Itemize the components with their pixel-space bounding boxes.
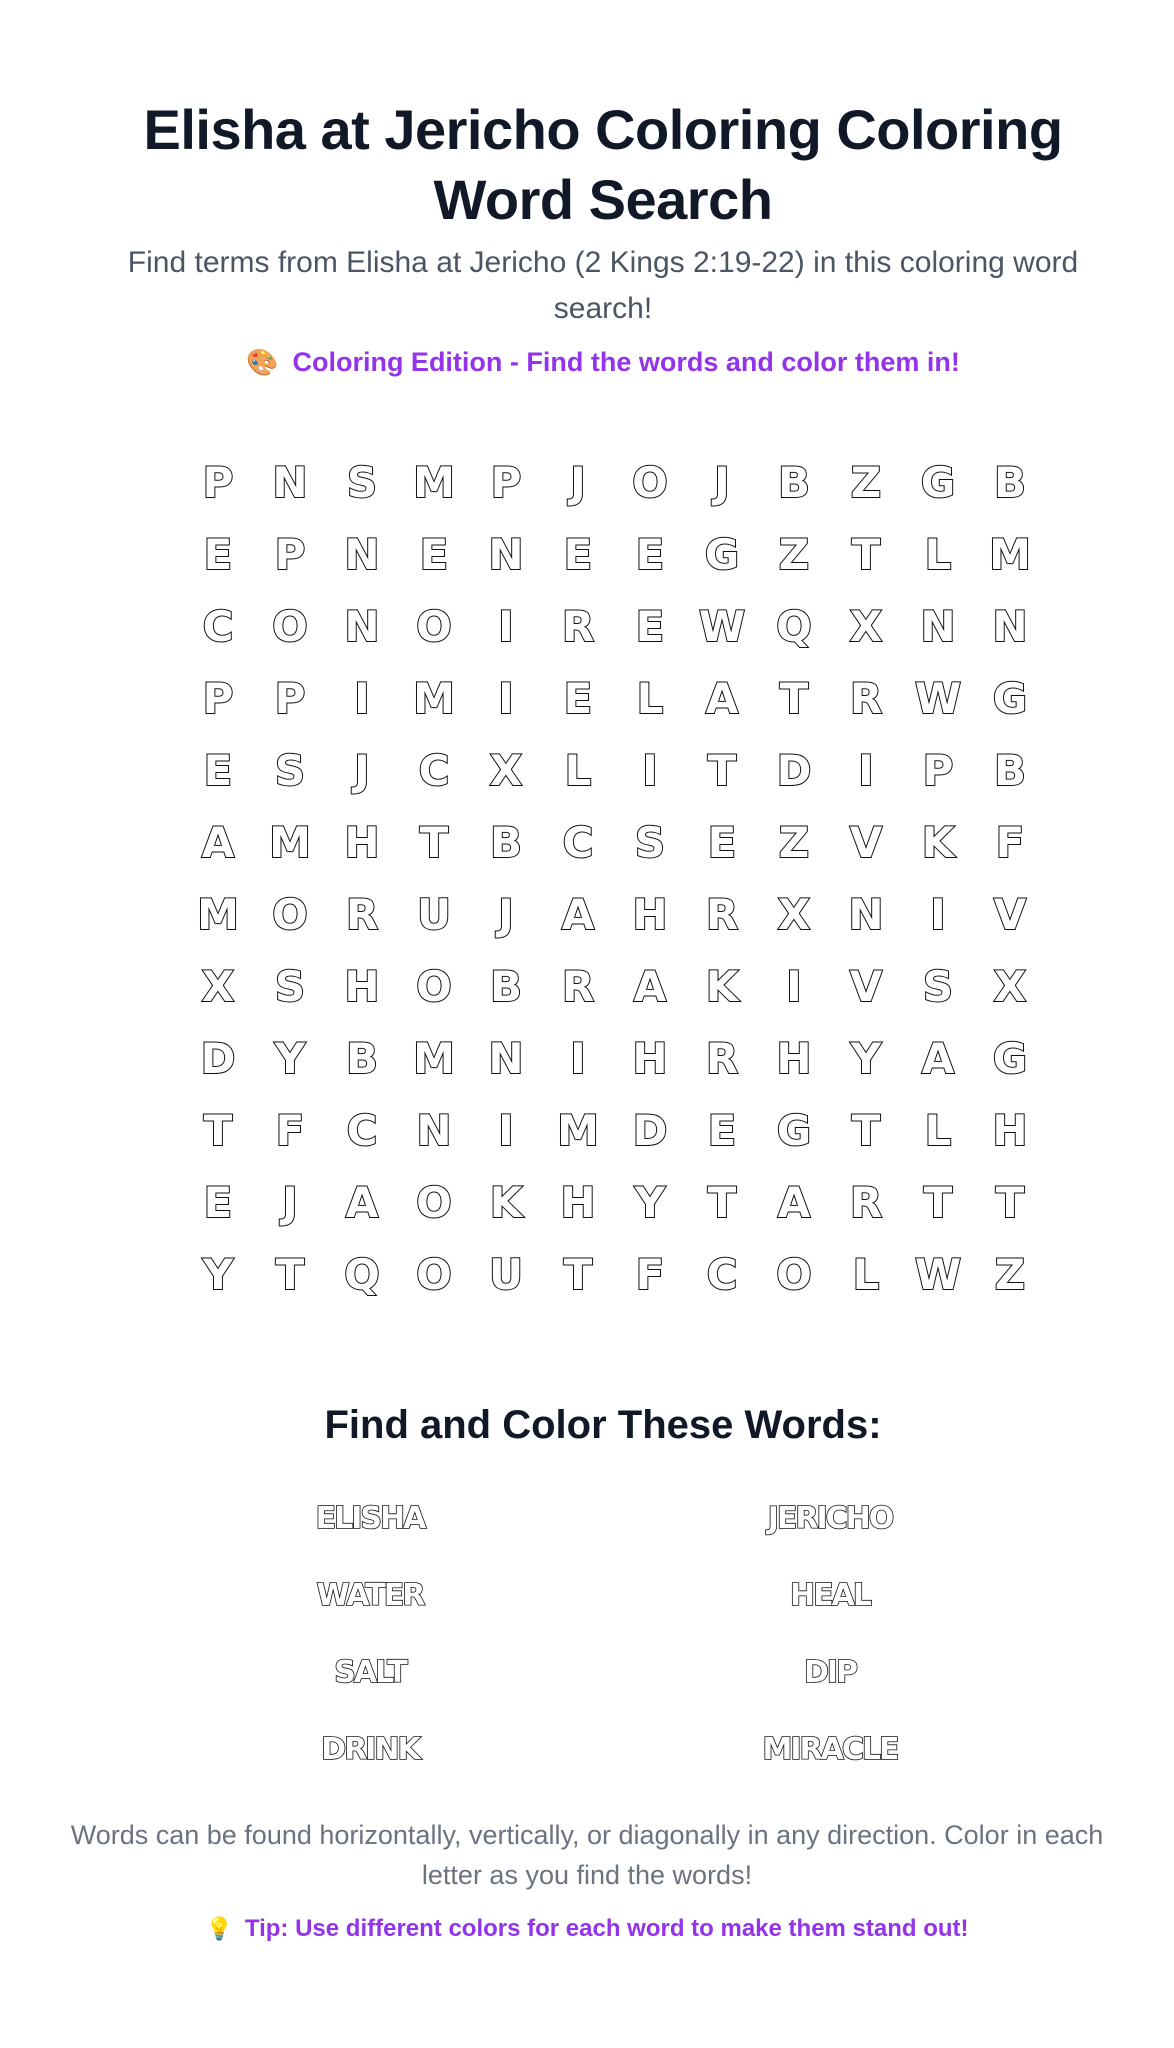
grid-cell[interactable]: N xyxy=(344,529,380,579)
grid-cell[interactable]: R xyxy=(561,601,595,651)
grid-cell[interactable]: Y xyxy=(274,1033,306,1083)
grid-cell[interactable]: E xyxy=(635,601,665,651)
grid-cell[interactable]: E xyxy=(635,529,665,579)
grid-cell[interactable]: L xyxy=(852,1249,880,1299)
grid-cell[interactable]: T xyxy=(203,1105,233,1155)
grid-cell[interactable]: L xyxy=(924,529,952,579)
grid-cell[interactable]: U xyxy=(488,1249,524,1299)
lightbulb-icon: 💡 xyxy=(205,1916,233,1941)
grid-cell[interactable]: L xyxy=(924,1105,952,1155)
grid-cell[interactable]: P xyxy=(202,673,234,723)
grid-cell[interactable]: Y xyxy=(850,1033,882,1083)
grid-cell[interactable]: V xyxy=(849,961,883,1011)
grid-cell[interactable]: G xyxy=(776,1105,812,1155)
grid-cell[interactable]: P xyxy=(274,529,306,579)
grid-cell[interactable]: S xyxy=(274,745,306,795)
grid-cell[interactable]: Z xyxy=(778,529,810,579)
grid-cell[interactable]: B xyxy=(993,745,1026,795)
instructions-text: Words can be found horizontally, vertically, or diagonally in any direction. Color in each letter as you find the words! xyxy=(70,1820,1104,1890)
tip-banner xyxy=(60,1912,1114,1946)
grid-cell[interactable]: A xyxy=(633,961,667,1011)
grid-cell[interactable]: B xyxy=(345,1033,378,1083)
grid-cell[interactable]: G xyxy=(920,457,956,507)
grid-cell[interactable]: A xyxy=(345,1177,379,1227)
word-list-item: WATER xyxy=(316,1578,424,1613)
grid-cell[interactable]: N xyxy=(992,601,1028,651)
grid-cell[interactable]: F xyxy=(995,817,1025,867)
grid-cell[interactable]: C xyxy=(202,601,234,651)
grid-cell[interactable]: O xyxy=(272,889,308,939)
grid-cell[interactable]: H xyxy=(560,1177,596,1227)
grid-cell[interactable]: N xyxy=(848,889,884,939)
grid-cell[interactable]: Z xyxy=(850,457,882,507)
grid-cell[interactable]: I xyxy=(642,745,658,795)
grid-cell[interactable]: T xyxy=(779,673,809,723)
grid-cell[interactable]: N xyxy=(488,529,524,579)
grid-cell[interactable]: H xyxy=(344,961,380,1011)
grid-cell[interactable]: M xyxy=(557,1105,599,1155)
grid-cell[interactable]: P xyxy=(202,457,234,507)
grid-cell[interactable]: Y xyxy=(202,1249,234,1299)
edition-banner xyxy=(100,344,1106,380)
word-list-item: MIRACLE xyxy=(762,1732,898,1767)
grid-cell[interactable]: N xyxy=(920,601,956,651)
grid-cell[interactable]: J xyxy=(282,1177,298,1227)
grid-cell[interactable]: F xyxy=(275,1105,305,1155)
palette-icon: 🎨 xyxy=(246,347,279,377)
grid-cell[interactable]: W xyxy=(698,601,746,651)
grid-cell[interactable]: L xyxy=(564,745,592,795)
grid-cell[interactable]: M xyxy=(413,1033,455,1083)
grid-cell[interactable]: A xyxy=(921,1033,955,1083)
grid-cell[interactable]: X xyxy=(993,961,1027,1011)
grid-cell[interactable]: R xyxy=(345,889,379,939)
grid-cell[interactable]: Q xyxy=(776,601,812,651)
grid-cell[interactable]: W xyxy=(914,1249,962,1299)
grid-cell[interactable]: E xyxy=(203,529,233,579)
grid-cell[interactable]: B xyxy=(489,961,522,1011)
grid-cell[interactable]: U xyxy=(416,889,452,939)
grid-cell[interactable]: T xyxy=(995,1177,1025,1227)
grid-cell[interactable]: T xyxy=(851,529,881,579)
grid-cell[interactable]: E xyxy=(419,529,449,579)
grid-cell[interactable]: X xyxy=(201,961,235,1011)
word-list-item: DRINK xyxy=(321,1732,419,1767)
grid-cell[interactable]: C xyxy=(346,1105,378,1155)
grid-cell[interactable]: E xyxy=(563,529,593,579)
grid-cell[interactable]: O xyxy=(416,601,452,651)
grid-cell[interactable]: S xyxy=(346,457,378,507)
grid-cell[interactable]: I xyxy=(570,1033,586,1083)
page-subtitle: Find terms from Elisha at Jericho (2 Kings 2:19-22) in this coloring word search! xyxy=(127,246,1079,325)
grid-cell[interactable]: G xyxy=(992,1033,1028,1083)
grid-cell[interactable]: D xyxy=(632,1105,668,1155)
grid-cell[interactable]: L xyxy=(636,673,664,723)
page-title: Elisha at Jericho Coloring Coloring Word Search xyxy=(143,98,1063,231)
grid-cell[interactable]: V xyxy=(993,889,1027,939)
grid-cell[interactable]: A xyxy=(777,1177,811,1227)
grid-cell[interactable]: C xyxy=(706,1249,738,1299)
word-list-title: Find and Color These Words: xyxy=(324,1403,882,1447)
word-list-item: JERICHO xyxy=(767,1501,893,1536)
grid-cell[interactable]: E xyxy=(203,1177,233,1227)
grid-cell[interactable]: I xyxy=(498,673,514,723)
grid-cell[interactable]: H xyxy=(632,889,668,939)
grid-cell[interactable]: S xyxy=(922,961,954,1011)
grid-cell[interactable]: N xyxy=(344,601,380,651)
grid-cell[interactable]: J xyxy=(354,745,370,795)
grid-cell[interactable]: V xyxy=(849,817,883,867)
edition-text: Coloring Edition - Find the words and color them in! xyxy=(292,347,960,377)
grid-cell[interactable]: H xyxy=(992,1105,1028,1155)
grid-cell[interactable]: I xyxy=(930,889,946,939)
grid-cell[interactable]: J xyxy=(570,457,586,507)
grid-cell[interactable]: P xyxy=(274,673,306,723)
grid-cell[interactable]: I xyxy=(354,673,370,723)
grid-cell[interactable]: R xyxy=(849,673,883,723)
grid-cell[interactable]: E xyxy=(707,817,737,867)
grid-cell[interactable]: O xyxy=(776,1249,812,1299)
grid-cell[interactable]: T xyxy=(851,1105,881,1155)
grid-cell[interactable]: I xyxy=(498,1105,514,1155)
grid-cell[interactable]: P xyxy=(922,745,954,795)
grid-cell[interactable]: I xyxy=(786,961,802,1011)
grid-cell[interactable]: B xyxy=(489,817,522,867)
grid-cell[interactable]: X xyxy=(777,889,811,939)
grid-cell[interactable]: C xyxy=(562,817,594,867)
grid-cell[interactable]: K xyxy=(921,817,955,867)
grid-cell[interactable]: M xyxy=(989,529,1031,579)
grid-cell[interactable]: Z xyxy=(778,817,810,867)
grid-cell[interactable]: J xyxy=(714,457,730,507)
grid-cell[interactable]: C xyxy=(418,745,450,795)
grid-cell[interactable]: E xyxy=(563,673,593,723)
word-list-item: ELISHA xyxy=(315,1501,425,1536)
word-list-item: HEAL xyxy=(790,1578,870,1613)
grid-cell[interactable]: T xyxy=(707,1177,737,1227)
grid-cell[interactable]: H xyxy=(344,817,380,867)
grid-cell[interactable]: E xyxy=(707,1105,737,1155)
grid-cell[interactable]: N xyxy=(272,457,308,507)
grid-cell[interactable]: M xyxy=(197,889,239,939)
grid-cell[interactable]: Y xyxy=(634,1177,666,1227)
grid-cell[interactable]: T xyxy=(707,745,737,795)
grid-cell[interactable]: K xyxy=(705,961,739,1011)
grid-cell[interactable]: R xyxy=(705,1033,739,1083)
grid-cell[interactable]: N xyxy=(416,1105,452,1155)
grid-cell[interactable]: S xyxy=(274,961,306,1011)
grid-cell[interactable]: A xyxy=(561,889,595,939)
grid-cell[interactable]: Z xyxy=(994,1249,1026,1299)
grid-cell[interactable]: T xyxy=(419,817,449,867)
grid-cell[interactable]: P xyxy=(490,457,522,507)
grid-cell[interactable]: J xyxy=(498,889,514,939)
grid-cell[interactable]: G xyxy=(704,529,740,579)
grid-cell[interactable]: F xyxy=(635,1249,665,1299)
grid-cell[interactable]: B xyxy=(993,457,1026,507)
word-list xyxy=(140,1480,1060,1788)
grid-cell[interactable]: X xyxy=(849,601,883,651)
grid-cell[interactable]: R xyxy=(849,1177,883,1227)
grid-cell[interactable]: I xyxy=(498,601,514,651)
grid-cell[interactable]: R xyxy=(561,961,595,1011)
grid-cell[interactable]: Q xyxy=(344,1249,380,1299)
word-list-item: SALT xyxy=(334,1655,406,1690)
grid-cell[interactable]: O xyxy=(416,961,452,1011)
grid-cell[interactable]: X xyxy=(489,745,523,795)
grid-cell[interactable]: O xyxy=(632,457,668,507)
grid-cell[interactable]: N xyxy=(488,1033,524,1083)
grid-cell[interactable]: M xyxy=(413,457,455,507)
grid-cell[interactable]: W xyxy=(914,673,962,723)
grid-cell[interactable]: E xyxy=(203,745,233,795)
grid-cell[interactable]: T xyxy=(563,1249,593,1299)
grid-cell[interactable]: A xyxy=(705,673,739,723)
grid-cell[interactable]: I xyxy=(858,745,874,795)
letter-grid xyxy=(182,446,1046,1310)
grid-cell[interactable]: T xyxy=(275,1249,305,1299)
grid-cell[interactable]: D xyxy=(776,745,812,795)
grid-cell[interactable]: O xyxy=(272,601,308,651)
grid-cell[interactable]: B xyxy=(777,457,810,507)
grid-cell[interactable]: R xyxy=(705,889,739,939)
grid-cell[interactable]: O xyxy=(416,1249,452,1299)
grid-cell[interactable]: T xyxy=(923,1177,953,1227)
grid-cell[interactable]: M xyxy=(413,673,455,723)
grid-cell[interactable]: H xyxy=(776,1033,812,1083)
word-list-item: DIP xyxy=(803,1655,857,1690)
grid-cell[interactable]: A xyxy=(201,817,235,867)
grid-cell[interactable]: S xyxy=(634,817,666,867)
grid-cell[interactable]: H xyxy=(632,1033,668,1083)
grid-cell[interactable]: D xyxy=(200,1033,236,1083)
tip-text: Tip: Use different colors for each word to make them stand out! xyxy=(244,1915,969,1942)
grid-cell[interactable]: O xyxy=(416,1177,452,1227)
grid-cell[interactable]: K xyxy=(489,1177,523,1227)
grid-cell[interactable]: G xyxy=(992,673,1028,723)
grid-cell[interactable]: M xyxy=(269,817,311,867)
